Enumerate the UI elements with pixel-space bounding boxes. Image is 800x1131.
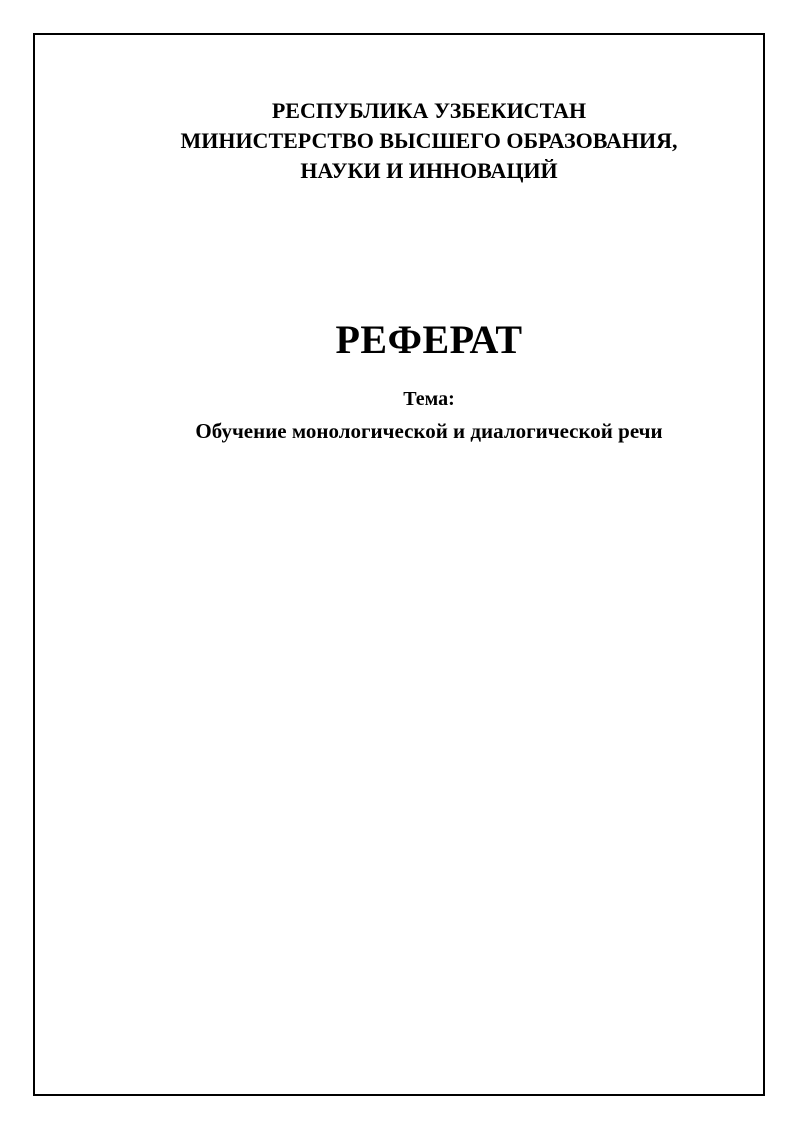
topic-title: Обучение монологической и диалогической речи [195,419,663,443]
ministry-name: МИНИСТЕРСТВО ВЫСШЕГО ОБРАЗОВАНИЯ, [180,128,678,153]
page-border [33,33,765,1096]
topic-label: Тема: [403,388,455,410]
header-block [0,96,800,186]
ministry-name-continued: НАУКИ И ИННОВАЦИЙ [300,158,558,183]
country-name: РЕСПУБЛИКА УЗБЕКИСТАН [271,98,587,123]
document-type-title: РЕФЕРАТ [335,317,523,362]
